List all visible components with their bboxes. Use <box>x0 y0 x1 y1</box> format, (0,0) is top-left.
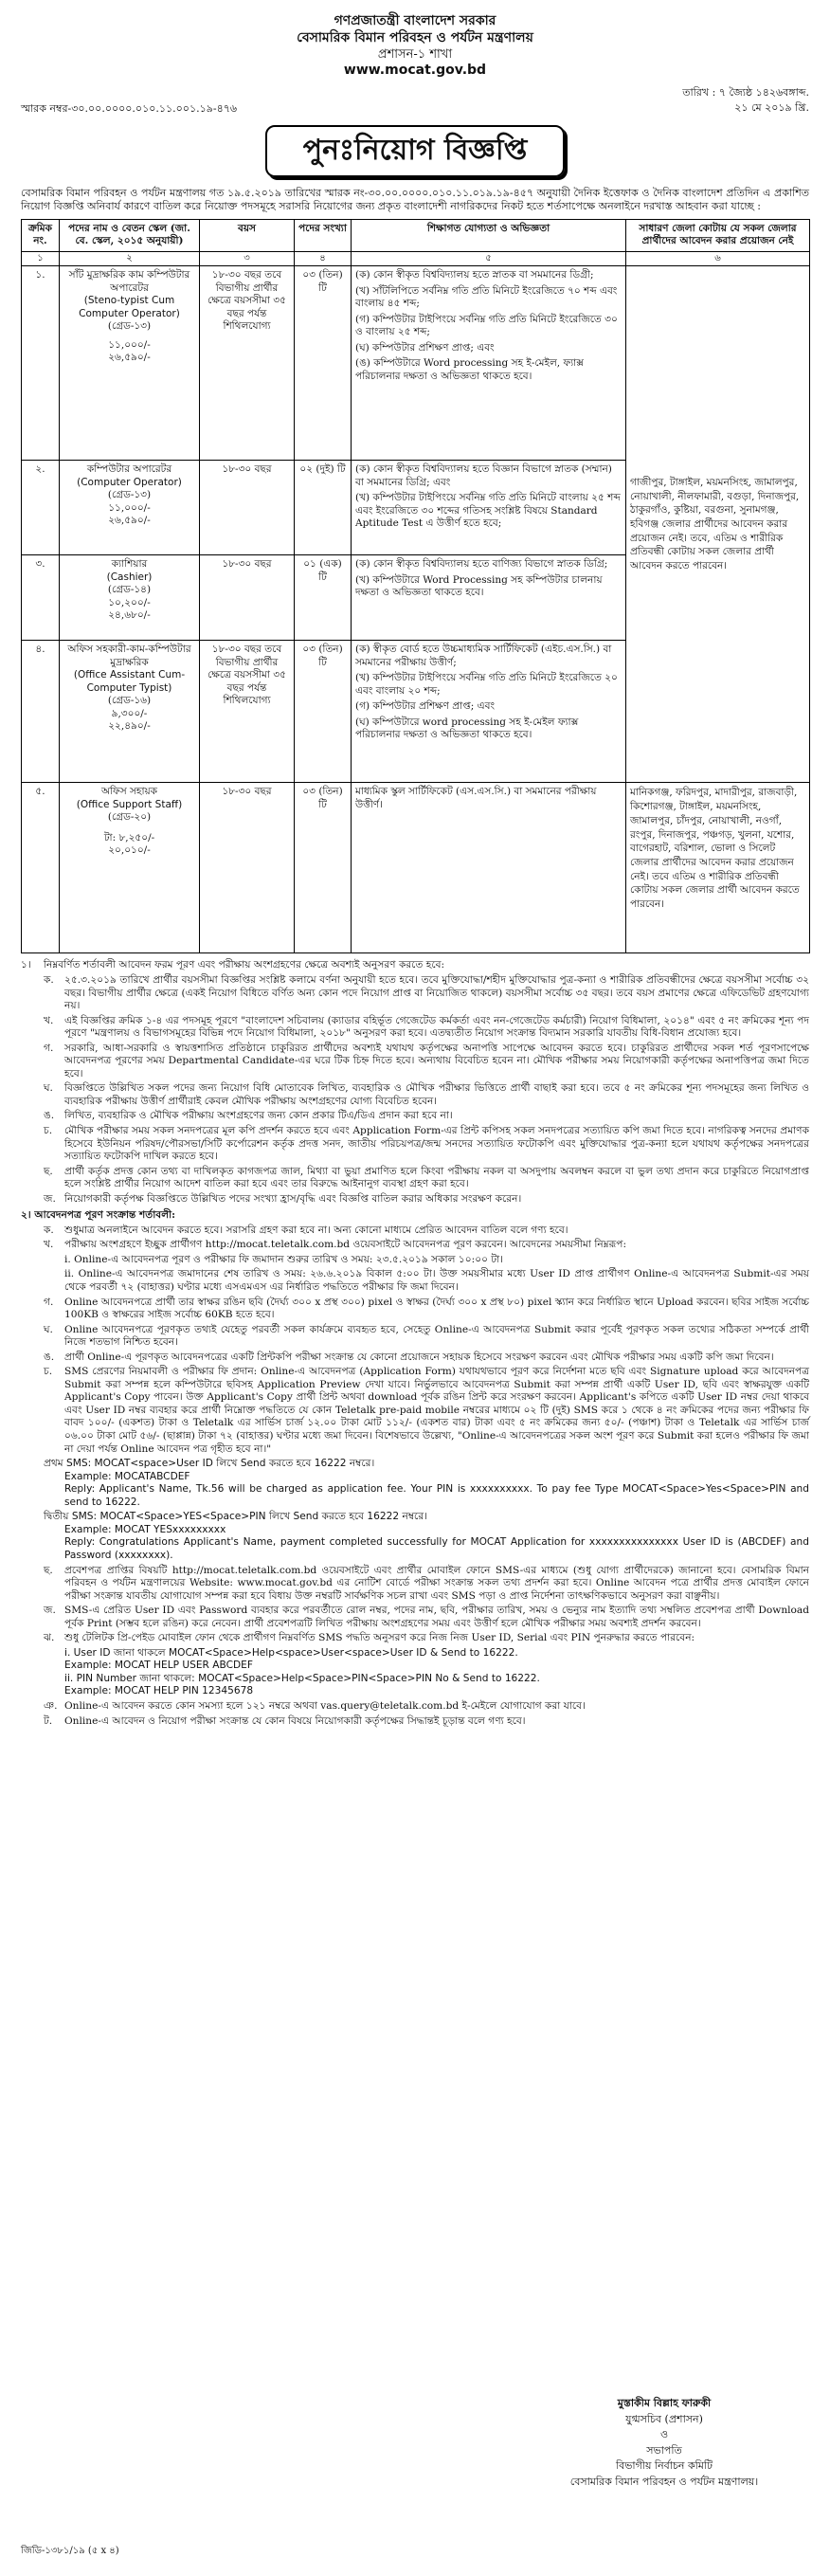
qualification-item: (ক) কোন স্বীকৃত বিশ্ববিদ্যালয় হতে স্নাতক বা সমমানের ডিগ্রী; <box>355 269 594 281</box>
rule-text: i. Online-এ আবেদনপত্র পূরণ ও পরীক্ষার ফি জমাদান শুরুর তারিখ ও সময়: ২৩.৫.২০১৯ সকাল ১০:০০ টা। <box>64 1253 503 1265</box>
row-serial: ৫. <box>22 783 60 953</box>
post-name-bn: অফিস সহায়ক <box>100 786 158 798</box>
sms-help-user: i. User ID জানা থাকলে MOCAT<Space>Help<space>User<space>User ID & Send to 16222. <box>64 1646 518 1659</box>
qualification-item: (ঘ) কম্পিউটার প্রশিক্ষণ প্রাপ্ত; এবং <box>355 341 495 354</box>
post-grade: (গ্রেড-১৬) <box>107 695 152 707</box>
pay-min: ১১,০০০/- <box>108 338 151 351</box>
count-cell: ০২ (দুই) টি <box>295 461 352 555</box>
list-item <box>44 1254 809 1267</box>
rule-text: প্রার্থী Online-এ পূরণকৃত আবেদনপত্রের একটি প্রিন্টকপি পরীক্ষা সংক্রান্ত যে কোনো প্রয়োজনে সহায়ক হিসেবে সংরক্ষণ করবেন এবং মৌখিক পরীক্ষার সময় একটি কপি জমা দিবেন। <box>64 1351 774 1363</box>
list-item <box>44 1043 809 1081</box>
qualification-cell <box>352 266 626 461</box>
post-cell <box>60 555 200 641</box>
sms-example: Example: MOCAT HELP PIN 12345678 <box>64 1685 254 1697</box>
signatory-role: সভাপতি <box>646 2443 682 2457</box>
post-name-bn: অফিস সহকারী-কাম-কম্পিউটার মুদ্রাক্ষরিক <box>67 644 191 668</box>
sms-reply: Reply: Applicant's Name, Tk.56 will be charged as application fee. Your PIN is xxxxxxxxxx. To pay fee Type MOCAT<Space>Yes<Space>PIN and send to 16222. <box>64 1483 809 1508</box>
letterhead <box>21 13 809 80</box>
list-item <box>44 1239 809 1252</box>
date-bengali: ৭ জ্যৈষ্ঠ ১৪২৬বঙ্গাব্দ. <box>718 86 809 100</box>
rule-text: নিয়োগকারী কর্তৃপক্ষ বিজ্ঞপ্তিতে উল্লিখিত পদের সংখ্যা হ্রাস/বৃদ্ধি এবং বিজ্ঞপ্তি বাতিল করার অধিকার সংরক্ষণ করেন। <box>64 1192 522 1205</box>
rule-text: SMS প্রেরণের নিয়মাবলী ও পরীক্ষার ফি প্রদান: Online-এ আবেদনপত্র (Application Form) যথাযথভাবে পূরণ করে নির্দেশনা মতে ছবি এবং Signature upload করে আবেদনপত্র Submit করা সম্পন্ন হলে কম্পিউটারে ছবিসহ Application Preview দেখা যাবে। নির্ভুলভাবে আবেদনপত্র Submit করা সম্পন্ন প্রার্থী একটি User ID, ছবি এবং স্বাক্ষরযুক্ত একটি Applicant's Copy পাবেন। উক্ত Applicant's Copy প্রার্থী প্রিন্ট অথবা download পূর্বক রঙিন প্রিন্ট করে সংরক্ষণ করবেন। Applicant's কপিতে একটি User ID নম্বর দেয়া থাকবে এবং User ID নম্বর ব্যবহার করে প্রার্থী নিম্নোক্ত পদ্ধতিতে যে কোন Teletalk pre-paid mobile নম্বরের মাধ্যমে ০২ টি (দুই) SMS করে ১ থেকে ৪ নং ক্রমিকের পদের জন্য পরীক্ষার ফি বাবদ ১০০/- (একশত) টাকা ও Teletalk এর সার্ভিস চার্জ ১২.০০ টাকা মোট ১১২/- (একশত বার) টাকা এবং ৫ নং ক্রমিকের জন্য ৫০/- (পঞ্চাশ) টাকা ও Teletalk এর সার্ভিস চার্জ ০৬.০০ টাকা মোট ৫৬/- (ছাপ্পান্ন) টাকা ৭২ (বাহাত্তর) ঘণ্টার মধ্যে জমা দিবেন। বিশেষভাবে উল্লেখ্য, "Online-এ আবেদনপত্রের সকল অংশ পূরণ করে Submit করা হলেও পরীক্ষার ফি জমা না দেয়া পর্যন্ত Online আবেদন পত্র গৃহীত হবে না।" <box>64 1366 809 1455</box>
rule-text: Online-এ আবেদন ও নিয়োগ পরীক্ষা সংক্রান্ত যে কোন বিষয়ে নিয়োগকারী কর্তৃপক্ষের সিদ্ধান্তই চূড়ান্ত বলে গণ্য হবে। <box>64 1714 526 1727</box>
post-name-bn: ক্যাশিয়ার <box>111 558 148 571</box>
post-grade: (গ্রেড-১৪) <box>107 584 152 596</box>
post-grade: (গ্রেড-২০) <box>107 811 152 824</box>
signatory-committee: বিভাগীয় নির্বাচন কমিটি <box>615 2459 713 2472</box>
rule-number <box>44 1254 64 1267</box>
rule-text: বিজ্ঞপ্তিতে উল্লিখিত সকল পদের জন্য নিয়োগ বিধি মোতাবেক লিখিত, ব্যবহারিক ও মৌখিক পরীক্ষার ভিত্তিতে প্রার্থী বাছাই করা হবে। তবে ৫ নং ক্রমিকের শূন্য পদসমূহের জন্য লিখিত ও ব্যবহারিক পরীক্ষায় উত্তীর্ণ প্রার্থীরাই কেবল মৌখিক পরীক্ষায় অংশগ্রহণের যোগ্য বিবেচিত হবেন। <box>64 1082 809 1107</box>
pay-max: ২৪,৬৮০/- <box>108 609 151 622</box>
qualification-item: (খ) সাঁটলিপিতে সর্বনিম্ন গতি প্রতি মিনিটে ইংরেজিতে ৭০ শব্দ এবং বাংলায় ৪৫ শব্দ; <box>355 284 618 310</box>
qualification-item: (ক) কোন স্বীকৃত বিশ্ববিদ্যালয় হতে বাণিজ্য বিভাগে স্নাতক ডিগ্রি; <box>355 558 608 571</box>
pay-max: ২২,৪৯০/- <box>108 720 151 733</box>
date-label: তারিখ : <box>682 86 716 100</box>
table-header-row <box>22 219 810 251</box>
section-title: ২। আবেদনপত্র পূরণ সংক্রান্ত শর্তাবলী: <box>21 1209 176 1222</box>
rule-number: চ. <box>44 1125 53 1136</box>
rule-text: ii. Online-এ আবেদনপত্র জমাদানের শেষ তারিখ ও সময়: ২৬.৬.২০১৯ বিকাল ৫:০০ টা। উক্ত সময়সীমার মধ্যে User ID প্রাপ্ত প্রার্থীগণ Online-এ আবেদনপত্র Submit-এর সময় থেকে পরবর্তী ৭২ (বাহাত্তর) ঘণ্টার মধ্যে এসএমএস এর নির্ধারিত পদ্ধতিতে পরীক্ষার ফি জমা দিবেন। <box>64 1268 809 1294</box>
table-row <box>22 266 810 461</box>
pay-min: ৯,৩০০/- <box>111 707 148 719</box>
quota-cell <box>626 783 810 953</box>
list-item <box>44 1015 809 1041</box>
reference-row <box>21 85 809 116</box>
count-cell: ০১ (এক) টি <box>295 555 352 641</box>
qualification-cell <box>352 461 626 555</box>
col-header-qualification: শিক্ষাগত যোগ্যতা ও অভিজ্ঞতা <box>352 219 626 251</box>
list-item <box>44 1110 809 1123</box>
pay-max: ২০,০১০/- <box>108 844 151 857</box>
signatory-and: ও <box>659 2428 669 2440</box>
rule-number: গ. <box>44 1042 54 1054</box>
post-name-en: (Steno-typist Cum Computer Operator) <box>79 295 180 319</box>
list-item: ট. Online-এ আবেদন ও নিয়োগ পরীক্ষা সংক্রান্ত যে কোন বিষয়ে নিয়োগকারী কর্তৃপক্ষের সিদ্ধান্তই চূড়ান্ত বলে গণ্য হবে। <box>44 1715 809 1729</box>
list-item <box>44 1324 809 1350</box>
rule-number: চ. <box>44 1366 53 1378</box>
post-cell <box>60 461 200 555</box>
row-serial: ২. <box>22 461 60 555</box>
col-number: ৫ <box>352 251 626 266</box>
signatory-designation: যুগ্মসচিব (প্রশাসন) <box>625 2412 703 2425</box>
row-serial: ১. <box>22 266 60 461</box>
age-cell: ১৮-৩০ বছর <box>200 461 295 555</box>
rule-number: ছ. <box>44 1165 53 1177</box>
rule-text: প্রার্থী কর্তৃক প্রদত্ত কোন তথ্য বা দাখিলকৃত কাগজপত্র জাল, মিথ্যা বা ভুয়া প্রমাণিত হলে কিংবা পরীক্ষায় নকল বা অসদুপায় অবলম্বন করলে বা ভুল তথ্য প্রদান করে চাকুরিতে নিয়োগপ্রাপ্ত হলে সংশ্লিষ্ট প্রার্থীর নিয়োগ আদেশ বাতিল করা হবে এবং তার বিরুদ্ধে আইনানুগ ব্যবস্থা গ্রহণ করা হবে। <box>64 1165 809 1190</box>
list-item <box>44 1351 809 1365</box>
post-name-bn: কম্পিউটার অপারেটর <box>86 463 172 476</box>
count-cell: ০৩ (তিন) টি <box>295 641 352 783</box>
table-row <box>22 783 810 953</box>
rule-number: জ. <box>44 1192 56 1205</box>
sms-example: Example: MOCAT HELP USER ABCDEF <box>64 1660 253 1672</box>
list-item <box>44 1297 809 1322</box>
list-item <box>44 1193 809 1206</box>
post-cell <box>60 783 200 953</box>
post-name-en: (Cashier) <box>106 571 153 583</box>
age-cell: ১৮-৩০ বছর তবে বিভাগীয় প্রার্থীর ক্ষেত্রে বয়সসীমা ৩৫ বছর পর্যন্ত শিথিলযোগ্য <box>200 266 295 461</box>
branch-name: প্রশাসন-১ শাখা <box>377 46 453 62</box>
rule-text: পরীক্ষায় অংশগ্রহণে ইচ্ছুক প্রার্থীগণ http://mocat.teletalk.com.bd ওয়েবসাইটে আবেদনপত্র পূরণ করবেন। আবেদনের সময়সীমা নিম্নরূপ: <box>64 1239 627 1251</box>
age-cell: ১৮-৩০ বছর <box>200 555 295 641</box>
quota-text: গাজীপুর, টাঙ্গাইল, ময়মনসিংহ, জামালপুর, নোয়াখালী, নীলফামারী, বগুড়া, দিনাজপুর, ঠাকুরগাঁও, কুষ্টিয়া, বরগুনা, সুনামগঞ্জ, হবিগঞ্জ জেলার প্রার্থীদের আবেদন করার প্রয়োজন নেই। তবে, এতিম ও শারীরিক প্রতিবন্ধী কোটায় সকল জেলার প্রার্থী আবেদন করতে পারবেন। <box>630 477 800 572</box>
col-number: ২ <box>60 251 200 266</box>
title-wrap <box>21 125 809 176</box>
qualification-item: (ক) কোন স্বীকৃত বিশ্ববিদ্যালয় হতে বিজ্ঞান বিভাগে স্নাতক (সম্মান) বা সমমানের ডিগ্রি; এবং <box>355 463 612 488</box>
rule-number: ক. <box>44 1224 54 1236</box>
col-header-post: পদের নাম ও বেতন স্কেল (জা. বে. স্কেল, ২০১৫ অনুযায়ী) <box>60 219 200 251</box>
list-item: ঞ. Online-এ আবেদন করতে কোন সমস্যা হলে ১২১ নম্বরে অথবা vas.query@teletalk.com.bd ই-মেইলে যোগাযোগ করা যাবে। <box>44 1700 809 1714</box>
date-gregorian: ২১ মে ২০১৯ খ্রি. <box>734 101 809 115</box>
sms-help-pin: ii. PIN Number জানা থাকলে: MOCAT<Space>Help<Space>PIN<Space>PIN No & Send to 16222. <box>64 1672 540 1684</box>
list-item <box>44 1125 809 1164</box>
qualification-cell <box>352 555 626 641</box>
signatory-name: মুস্তাকীম বিল্লাহ ফারুকী <box>617 2397 712 2409</box>
signatory-office: বেসামরিক বিমান পরিবহন ও পর্যটন মন্ত্রণালয়। <box>569 2475 759 2488</box>
sms-reply: Reply: Congratulations Applicant's Name, payment completed successfully for MOCAT Application for xxxxxxxxxxxxxxx User ID is (ABCDEF) and Password (xxxxxxxx). <box>64 1536 809 1561</box>
support-contact: Online-এ আবেদন করতে কোন সমস্যা হলে ১২১ নম্বরে অথবা vas.query@teletalk.com.bd ই-মেইলে যোগাযোগ করা যাবে। <box>64 1699 586 1712</box>
col-number: ১ <box>22 251 60 266</box>
govt-name: গণপ্রজাতন্ত্রী বাংলাদেশ সরকার <box>334 13 496 28</box>
list-item: জ. SMS-এ প্রেরিত User ID এবং Password ব্যবহার করে পরবর্তীতে রোল নম্বর, পদের নাম, ছবি, পরীক্ষার তারিখ, সময় ও ভেন্যুর নাম ইত্যাদি তথ্য সম্বলিত প্রবেশপত্র প্রার্থী Download পূর্বক Print (সম্ভব হলে রঙিন) করে নেবেন। প্রার্থী প্রবেশপত্রটি লিখিত পরীক্ষায় অংশগ্রহণের সময় এবং উত্তীর্ণ হলে মৌখিক পরীক্ষার সময় অবশ্যই প্রদর্শন করবেন। <box>44 1605 809 1629</box>
age-cell: ১৮-৩০ বছর তবে বিভাগীয় প্রার্থীর ক্ষেত্রে বয়সসীমা ৩৫ বছর পর্যন্ত শিথিলযোগ্য <box>200 641 295 783</box>
col-header-count: পদের সংখ্যা <box>295 219 352 251</box>
post-cell <box>60 641 200 783</box>
signature-block <box>555 2396 773 2490</box>
col-number: ৪ <box>295 251 352 266</box>
post-name-en: (Computer Operator) <box>77 476 182 488</box>
post-cell <box>60 266 200 461</box>
qualification-cell <box>352 641 626 783</box>
qualification-item: (খ) কম্পিউটার টাইপিংয়ে সর্বনিম্ন গতি প্রতি মিনিটে বাংলায় ২৫ শব্দ এবং ইংরেজিতে ৩০ শব্দের গতিসহ সংশ্লিষ্ট বিষয়ে Standard Aptitude Test এ উত্তীর্ণ হতে হবে; <box>355 492 621 530</box>
list-item: ছ. প্রবেশপত্র প্রাপ্তির বিষয়টি http://mocat.teletalk.com.bd ওয়েবসাইটে এবং প্রার্থীর মোবাইল ফোনে SMS-এর মাধ্যমে (শুধু যোগ্য প্রার্থীদেরকে) জানানো হবে। বেসামরিক বিমান পরিবহন ও পর্যটন মন্ত্রণালয়ের Website: www.mocat.gov.bd এর নোটিশ বোর্ডে পরীক্ষা সংক্রান্ত সকল তথ্য প্রদর্শন করা হবে। Online আবেদন পত্রে প্রার্থীর প্রদত্ত মোবাইল ফোনে পরীক্ষা সংক্রান্ত যাবতীয় যোগাযোগ সম্পন্ন করা হবে বিধায় উক্ত নম্বরটি সার্বক্ষণিক সচল রাখা এবং SMS পড়া ও প্রাপ্ত নির্দেশনা তাৎক্ষণিকভাবে অনুসরণ করা বাঞ্ছনীয়। <box>44 1564 809 1602</box>
website-url[interactable]: www.mocat.gov.bd <box>343 63 487 79</box>
rule-number: ক. <box>44 973 54 986</box>
pay-min: ১০,২০০/- <box>108 596 151 608</box>
col-header-quota: সাধারণ জেলা কোটায় যে সকল জেলার প্রার্থীদের আবেদন করার প্রয়োজন নেই <box>626 219 810 251</box>
list-item <box>44 1268 809 1294</box>
rule-text: Online আবেদনপত্রে পূরণকৃত তথ্যই যেহেতু পরবর্তী সকল কার্যক্রমে ব্যবহৃত হবে, সেহেতু Online-এ আবেদনপত্র Submit করার পূর্বেই পূরণকৃত সকল তথ্যের সঠিকতা সম্পর্কে প্রার্থী নিজে শতভাগ নিশ্চিত হবেন। <box>64 1323 809 1349</box>
sms-second-instruction: দ্বিতীয় SMS: MOCAT<Space>YES<Space>PIN লিখে Send করতে হবে 16222 নম্বরে। <box>44 1511 427 1523</box>
pay-min: ১১,০০০/- <box>108 501 151 514</box>
qualification-item: (ক) স্বীকৃত বোর্ড হতে উচ্চমাধ্যমিক সার্টিফিকেট (এইচ.এস.সি.) বা সমমানের পরীক্ষায় উত্তীর্ণ; <box>355 644 612 668</box>
row-serial: ৪. <box>22 641 60 783</box>
rule-text: Online আবেদনপত্রে প্রার্থী তার স্বাক্ষর রঙিন ছবি (দৈর্ঘ্য ৩০০ x প্রস্থ ৩০০) pixel ও স্বাক্ষর (দৈর্ঘ্য ৩০০ x প্রস্থ ৮০) pixel স্ক্যান করে নির্ধারিত স্থানে Upload করবেন। ছবির সাইজ সর্বোচ্চ 100KB ও স্বাক্ষরের সাইজ সর্বোচ্চ 60KB হতে হবে। <box>64 1296 809 1321</box>
rule-number: ১। <box>21 959 31 971</box>
pay-max: ২৬,৫৯০/- <box>108 515 151 527</box>
sms-example: Example: MOCAT YESxxxxxxxxx <box>64 1523 226 1535</box>
date-block <box>682 85 809 116</box>
rule-text: শুধুমাত্র অনলাইনে আবেদন করতে হবে। সরাসরি গ্রহণ করা হবে না। অন্য কোনো মাধ্যমে প্রেরিত আবেদন বাতিল বলে গণ্য হবে। <box>64 1224 568 1236</box>
list-item: ঝ. শুধু টেলিটক প্রি-পেইড মোবাইল ফোন থেকে প্রার্থীগণ নিম্নবর্ণিত SMS পদ্ধতি অনুসরণ করে নিজ নিজ User ID, Serial এবং PIN পুনরুদ্ধার করতে পারবেন: <box>44 1632 809 1645</box>
list-item <box>44 1366 809 1456</box>
qualification-item: (খ) কম্পিউটার টাইপিংয়ে সর্বনিম্ন গতি প্রতি মিনিটে ইংরেজিতে ২০ এবং বাংলায় ২০ শব্দ; <box>355 672 618 697</box>
post-name-en: (Office Support Staff) <box>76 798 183 810</box>
quota-text: মানিকগঞ্জ, ফরিদপুর, মাদারীপুর, রাজবাড়ী, কিশোরগঞ্জ, টাঙ্গাইল, ময়মনসিংহ, জামালপুর, চাঁদপুর, নোয়াখালী, নওগাঁ, রংপুর, দিনাজপুর, পঞ্চগড়, খুলনা, যশোর, বাগেরহাট, বরিশাল, ভোলা ও সিলেট জেলার প্রার্থীদের আবেদন করার প্রয়োজন নেই। তবে এতিম ও শারীরিক প্রতিবন্ধী কোটায় সকল জেলার প্রার্থী আবেদন করতে পারবেন। <box>630 787 800 910</box>
sms-example: Example: MOCATABCDEF <box>64 1470 190 1482</box>
memo-number: স্মারক নম্বর-৩০.০০.০০০০.০১০.১১.০০১.১৯-৪৭৬ <box>21 102 238 116</box>
rule-number: ঙ. <box>44 1351 55 1363</box>
qualification-item: মাধ্যমিক স্কুল সার্টিফিকেট (এস.এস.সি.) বা সমমানের পরীক্ষায় উত্তীর্ণ। <box>355 786 597 810</box>
list-item <box>44 1225 809 1238</box>
notice-title: পুনঃনিয়োগ বিজ্ঞপ্তি <box>265 125 566 176</box>
rule-number: ঘ. <box>44 1082 53 1095</box>
count-cell: ০৩ (তিন) টি <box>295 783 352 953</box>
list-item <box>21 959 809 972</box>
post-name-bn: সাঁট মুদ্রাক্ষরিক কাম কম্পিউটার অপারেটর <box>68 269 190 294</box>
quota-cell <box>626 266 810 783</box>
rule-number: ঙ. <box>44 1110 55 1122</box>
post-grade: (গ্রেড-১৩) <box>107 489 152 501</box>
footer-code: জিডি-১৩৮১/১৯ (৫ x ৪) <box>21 2546 119 2556</box>
col-header-age: বয়স <box>200 219 295 251</box>
rule-text: প্রবেশপত্র প্রাপ্তির বিষয়টি http://mocat.teletalk.com.bd ওয়েবসাইটে এবং প্রার্থীর মোবাইল ফোনে SMS-এর মাধ্যমে (শুধু যোগ্য প্রার্থীদেরকে) জানানো হবে। বেসামরিক বিমান পরিবহন ও পর্যটন মন্ত্রণালয়ের Website: www.mocat.gov.bd এর নোটিশ বোর্ডে পরীক্ষা সংক্রান্ত সকল তথ্য প্রদর্শন করা হবে। Online আবেদন পত্রে প্রার্থীর প্রদত্ত মোবাইল ফোনে পরীক্ষা সংক্রান্ত যাবতীয় যোগাযোগ সম্পন্ন করা হবে বিধায় উক্ত নম্বরটি সার্বক্ষণিক সচল রাখা এবং SMS পড়া ও প্রাপ্ত নির্দেশনা তাৎক্ষণিকভাবে অনুসরণ করা বাঞ্ছনীয়। <box>64 1564 809 1602</box>
row-serial: ৩. <box>22 555 60 641</box>
intro-paragraph: বেসামরিক বিমান পরিবহন ও পর্যটন মন্ত্রণালয় গত ১৯.৫.২০১৯ তারিখের স্মারক নং-৩০.০০.০০০০.০১০.১১.০১৯.১৯-৪৫৭ অনুযায়ী দৈনিক ইত্তেফাক ও দৈনিক বাংলাদেশ প্রতিদিন এ প্রকাশিত নিয়োগ বিজ্ঞপ্তি অনিবার্য কারণে বাতিল করে নিয়োক্ত পদসমূহে সরাসরি নিয়োগের জন্য প্রকৃত বাংলাদেশী নাগরিকদের নিকট হতে শর্তসাপেক্ষে অনলাইনে দরখাস্ত আহবান করা যাচ্ছে : <box>21 186 809 212</box>
qualification-cell <box>352 783 626 953</box>
rule-text: মৌখিক পরীক্ষার সময় সকল সনদপত্রের মূল কপি প্রদর্শন করতে হবে এবং Application Form-এর প্রিন্ট কপিসহ সকল সনদপত্রের সত্যায়িত কপি জমা দিতে হবে। নাগরিকত্ব সনদের প্রমাণক হিসেবে ইউনিয়ন পরিষদ/পৌরসভা/সিটি কর্পোরেশন কর্তৃক প্রদত্ত সনদ, জাতীয় পরিচয়পত্র/জন্ম সনদের সত্যায়িত ফটোকপি এবং মুক্তিযোদ্ধার পুত্র-কন্যা হলে যথাযথ কর্তৃপক্ষের সনদপত্রের সত্যায়িত ফটোকপি দাখিল করতে হবে। <box>64 1125 809 1163</box>
col-number: ৬ <box>626 251 810 266</box>
rule-text: SMS-এ প্রেরিত User ID এবং Password ব্যবহার করে পরবর্তীতে রোল নম্বর, পদের নাম, ছবি, পরীক্ষার তারিখ, সময় ও ভেন্যুর নাম ইত্যাদি তথ্য সম্বলিত প্রবেশপত্র প্রার্থী Download পূর্বক Print (সম্ভব হলে রঙিন) করে নেবেন। প্রার্থী প্রবেশপত্রটি লিখিত পরীক্ষায় অংশগ্রহণের সময় এবং উত্তীর্ণ হলে মৌখিক পরীক্ষার সময় অবশ্যই প্রদর্শন করবেন। <box>64 1605 809 1629</box>
rule-number: গ. <box>44 1296 54 1308</box>
qualification-item: (গ) কম্পিউটার টাইপিংয়ে সর্বনিম্ন গতি প্রতি মিনিটে ইংরেজিতে ৩০ ও বাংলায় ২৫ শব্দ; <box>355 313 618 338</box>
list-item <box>44 1082 809 1108</box>
col-header-sl: ক্রমিক নং. <box>22 219 60 251</box>
notice-page <box>21 13 809 1730</box>
rule-text: নিম্নবর্ণিত শর্তাবলী আবেদন ফরম পূরণ এবং পরীক্ষায় অংশগ্রহণের ক্ষেত্রে অবশ্যই অনুসরণ করতে হবে: <box>44 959 445 971</box>
qualification-item: (গ) কম্পিউটার প্রশিক্ষণ প্রাপ্ত; এবং <box>355 700 495 713</box>
count-cell: ০৩ (তিন) টি <box>295 266 352 461</box>
qualification-item: (ঙ) কম্পিউটারে Word processing সহ ই-মেইল, ফ্যাক্স পরিচালনার দক্ষতা ও অভিজ্ঞতা থাকতে হবে। <box>355 357 584 382</box>
ministry-name: বেসামরিক বিমান পরিবহন ও পর্যটন মন্ত্রণালয় <box>297 29 533 45</box>
post-name-en: (Office Assistant Cum-Computer Typist) <box>73 669 186 694</box>
conditions-section <box>21 959 809 1728</box>
pay-max: ২৬,৫৯০/- <box>108 352 151 364</box>
rule-text: লিখিত, ব্যবহারিক ও মৌখিক পরীক্ষায় অংশগ্রহণের জন্য কোন প্রকার টিএ/ডিএ প্রদান করা হবে না। <box>64 1110 453 1122</box>
rule-text: ২৫.৩.২০১৯ তারিখে প্রার্থীর বয়সসীমা বিজ্ঞপ্তির সংশ্লিষ্ট কলামে বর্ণনা অনুযায়ী হতে হবে। তবে মুক্তিযোদ্ধা/শহীদ মুক্তিযোদ্ধার পুত্র-কন্যা ও শারীরিক প্রতিবন্ধীদের ক্ষেত্রে বয়সসীমা সর্বোচ্চ ৩২ বছর। বিভাগীয় প্রার্থীর ক্ষেত্রে (একই নিয়োগ বিধিতে বর্ণিত অন্য কোন পদে নিয়োগ প্রাপ্ত বা নিয়োজিত থাকলে) বয়সসীমা সর্বোচ্চ ৩৫ বছর। তবে বয়স প্রমাণের ক্ষেত্রে এফিডেভিট গ্রহণযোগ্য নয়। <box>64 973 809 1012</box>
qualification-item: (ঘ) কম্পিউটারে word processing সহ ই-মেইল ফ্যাক্স পরিচালনার দক্ষতা ও অভিজ্ঞতা থাকতে হবে। <box>355 716 579 741</box>
posts-table <box>21 219 810 954</box>
list-item <box>44 1166 809 1191</box>
rule-text: শুধু টেলিটক প্রি-পেইড মোবাইল ফোন থেকে প্রার্থীগণ নিম্নবর্ণিত SMS পদ্ধতি অনুসরণ করে নিজ নিজ User ID, Serial এবং PIN পুনরুদ্ধার করতে পারবেন: <box>64 1632 695 1644</box>
pay-min: টা: ৮,২৫০/- <box>103 831 155 844</box>
post-grade: (গ্রেড-১৩) <box>107 320 152 333</box>
rule-number: খ. <box>44 1014 54 1026</box>
rule-number <box>44 1268 64 1294</box>
rule-text: সরকারি, আধা-সরকারি ও স্বায়ত্তশাসিত প্রতিষ্ঠানে চাকুরিরত প্রার্থীদের অবশ্যই যথাযথ কর্তৃপক্ষের অনাপত্তি সাপেক্ষে আবেদন করতে হবে। চাকুরিরত প্রার্থীদের সকল শর্ত পূরণসাপেক্ষে আবেদনপত্র পূরণের সময় Departmental Candidate-এর ঘরে টিক চিহ্ন দিতে হবে। অন্যথায় বিবেচিত হবেন না। মৌখিক পরীক্ষার সময় নিয়োগকারী কর্তৃপক্ষের অনাপত্তিপত্র জমা দিতে হবে। <box>64 1042 809 1079</box>
sms-first-instruction: প্রথম SMS: MOCAT<space>User ID লিখে Send করতে হবে 16222 নম্বরে। <box>44 1458 375 1470</box>
age-cell: ১৮-৩০ বছর <box>200 783 295 953</box>
list-item <box>44 974 809 1013</box>
col-number: ৩ <box>200 251 295 266</box>
column-number-row <box>22 251 810 266</box>
rule-number: খ. <box>44 1239 54 1251</box>
qualification-item: (খ) কম্পিউটারে Word Processing সহ কম্পিউটার চালনায় দক্ষতা ও অভিজ্ঞতা থাকতে হবে। <box>355 573 603 599</box>
rule-number: ঘ. <box>44 1323 53 1335</box>
rule-text: এই বিজ্ঞপ্তির ক্রমিক ১-৪ এর পদসমূহ পূরণে "বাংলাদেশ সচিবালয় (ক্যাডার বহির্ভূত গেজেটেড কর্মকর্তা এবং নন-গেজেটেড কর্মচারী) নিয়োগ বিধিমালা, ২০১৪" এবং ৫ নং ক্রমিকের শূন্য পদ পূরণে "মন্ত্রণালয় ও বিভাগসমূহের বিভিন্ন পদে নিয়োগ বিধিমালা, ২০১৮" অনুসরণ করা হবে। এতদ্ব্যতীত নিয়োগ সংক্রান্ত বিদ্যমান সরকারি যাবতীয় বিধি-বিধান প্রযোজ্য হবে। <box>64 1014 809 1040</box>
